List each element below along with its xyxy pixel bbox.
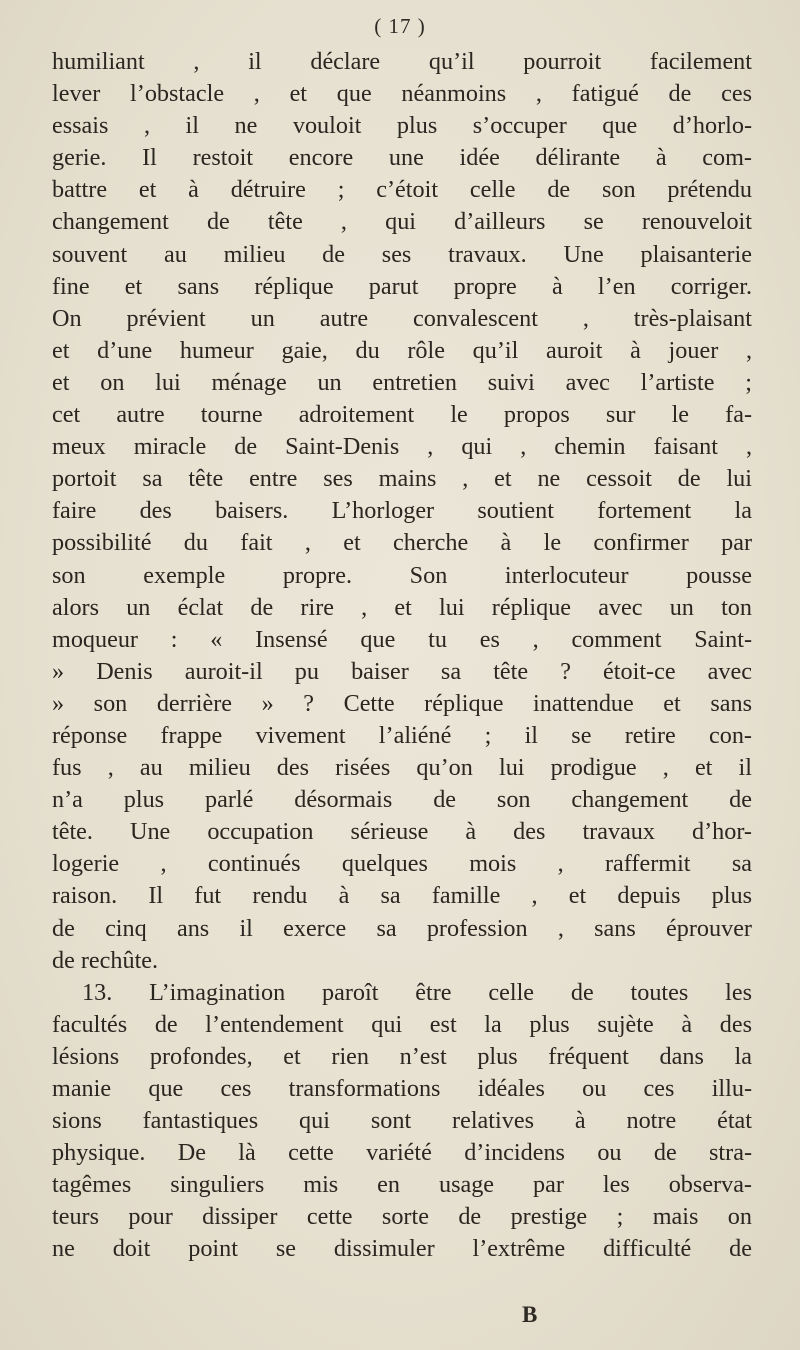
text-line: tête. Une occupation sérieuse à des travaux d’hor- — [52, 818, 752, 846]
text-line: sions fantastiques qui sont relatives à notre état — [52, 1107, 752, 1135]
text-line: alors un éclat de rire , et lui réplique avec un ton — [52, 593, 752, 621]
text-line: » Denis auroit-il pu baiser sa tête ? étoit-ce avec — [52, 657, 752, 685]
text-line: lésions profondes, et rien n’est plus fréquent dans la — [52, 1042, 752, 1070]
text-line: portoit sa tête entre ses mains , et ne cessoit de lui — [52, 465, 752, 493]
text-line: fus , au milieu des risées qu’on lui prodigue , et il — [52, 754, 752, 782]
body-text — [52, 46, 752, 1266]
text-line: gerie. Il restoit encore une idée délirante à com- — [52, 144, 752, 172]
signature-mark: B — [522, 1302, 538, 1327]
text-line: battre et à détruire ; c’étoit celle de son prétendu — [52, 176, 752, 204]
text-line: et d’une humeur gaie, du rôle qu’il auroit à jouer , — [52, 336, 752, 364]
text-line: faire des baisers. L’horloger soutient fortement la — [52, 497, 752, 525]
text-line: souvent au milieu de ses travaux. Une plaisanterie — [52, 240, 752, 268]
text-line: changement de tête , qui d’ailleurs se renouveloit — [52, 208, 752, 236]
text-line: n’a plus parlé désormais de son changement de — [52, 786, 752, 814]
text-line: meux miracle de Saint-Denis , qui , chemin faisant , — [52, 433, 752, 461]
text-line: et on lui ménage un entretien suivi avec l’artiste ; — [52, 368, 752, 396]
text-line: manie que ces transformations idéales ou ces illu- — [52, 1075, 752, 1102]
text-line: essais , il ne vouloit plus s’occuper que d’horlo- — [52, 112, 752, 140]
text-line: moqueur : « Insensé que tu es , comment Saint- — [52, 625, 752, 653]
text-line: réponse frappe vivement l’aliéné ; il se retire con- — [52, 721, 752, 749]
text-line: facultés de l’entendement qui est la plus sujète à des — [52, 1010, 752, 1038]
text-line: ne doit point se dissimuler l’extrême difficulté de — [52, 1235, 752, 1263]
text-line: raison. Il fut rendu à sa famille , et depuis plus — [52, 882, 752, 910]
text-line: physique. De là cette variété d’incidens ou de stra- — [52, 1139, 752, 1167]
text-line: humiliant , il déclare qu’il pourroit facilement — [52, 48, 752, 75]
text-line: tagêmes singuliers mis en usage par les observa- — [52, 1171, 752, 1199]
page-number: ( 17 ) — [374, 14, 426, 38]
text-line: teurs pour dissiper cette sorte de prestige ; mais on — [52, 1203, 752, 1231]
text-line: 13. L’imagination paroît être celle de toutes les — [82, 978, 752, 1006]
text-line: de cinq ans il exerce sa profession , sans éprouver — [52, 914, 752, 942]
text-line: son exemple propre. Son interlocuteur pousse — [52, 561, 752, 589]
text-line: possibilité du fait , et cherche à le confirmer par — [52, 529, 752, 557]
text-line: On prévient un autre convalescent , très-plaisant — [52, 304, 752, 332]
text-line: fine et sans réplique parut propre à l’en corriger. — [52, 272, 752, 300]
text-line: de rechûte. — [52, 946, 159, 974]
text-line: logerie , continués quelques mois , raffermit sa — [52, 850, 752, 878]
text-line: » son derrière » ? Cette réplique inattendue et sans — [52, 689, 752, 717]
text-line: cet autre tourne adroitement le propos sur le fa- — [52, 401, 752, 429]
text-line: lever l’obstacle , et que néanmoins , fatigué de ces — [52, 80, 752, 108]
